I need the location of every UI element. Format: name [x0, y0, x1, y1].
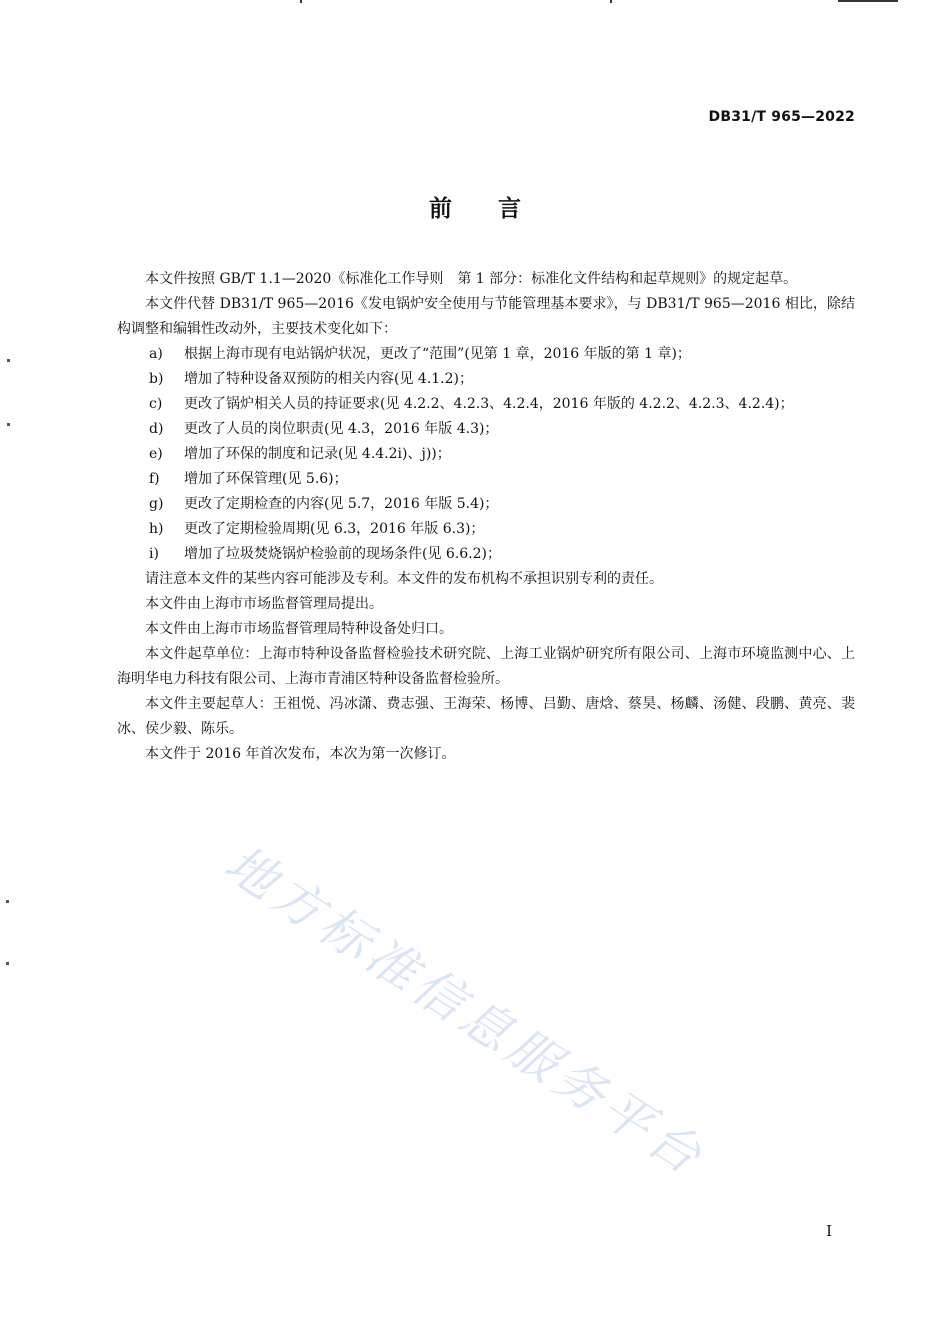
page-title: 前言: [429, 195, 567, 222]
intro-paragraph: 本文件按照 GB/T 1.1—2020《标准化工作导则 第 1 部分：标准化文件结构和起草规则》的规定起草。: [145, 271, 798, 287]
drafters-paragraph: 本文件主要起草人：王祖悦、冯冰潇、费志强、王海荣、杨博、吕勤、唐焓、蔡昊、杨麟、汤健、段鹏、黄亮、裴冰、侯少毅、陈乐。: [117, 696, 855, 737]
list-item-text: 更改了锅炉相关人员的持证要求(见 4.2.2、4.2.3、4.2.4，2016 年版的 4.2.2、4.2.3、4.2.4)；: [184, 396, 794, 412]
list-marker: h): [149, 521, 164, 537]
scan-dot: [6, 900, 9, 903]
document-code: DB31/T 965—2022: [708, 109, 855, 125]
drafting-units-paragraph: 本文件起草单位：上海市特种设备监督检验技术研究院、上海工业锅炉研究所有限公司、上海市环境监测中心、上海明华电力科技有限公司、上海市青浦区特种设备监督检验所。: [117, 646, 855, 687]
list-item-text: 增加了环保管理(见 5.6)；: [184, 471, 348, 487]
list-item: [117, 542, 855, 567]
list-marker: a): [149, 346, 163, 362]
list-marker: g): [149, 496, 164, 512]
list-marker: b): [149, 371, 164, 387]
foreword-body: [117, 267, 855, 767]
list-item: [117, 517, 855, 542]
scan-dot: [7, 359, 10, 362]
list-item: [117, 417, 855, 442]
list-marker: c): [149, 396, 163, 412]
scan-mark: [300, 0, 302, 3]
list-item: [117, 367, 855, 392]
list-item: [117, 467, 855, 492]
list-item: [117, 342, 855, 367]
scan-dot: [6, 962, 9, 965]
list-item-text: 增加了环保的制度和记录(见 4.4.2i)、j))；: [184, 446, 451, 462]
list-item: [117, 392, 855, 417]
list-marker: i): [149, 546, 159, 562]
watermark: 地方标准信息服务平台: [214, 834, 716, 1188]
list-item-text: 更改了定期检查的内容(见 5.7，2016 年版 5.4)；: [184, 496, 499, 512]
changes-list: [117, 342, 855, 567]
scan-mark: [610, 0, 612, 3]
scan-dot: [7, 423, 10, 426]
list-item-text: 根据上海市现有电站锅炉状况，更改了“范围”(见第 1 章，2016 年版的第 1 章)；: [184, 346, 691, 362]
list-marker: f): [149, 471, 160, 487]
intro-paragraph: 本文件代替 DB31/T 965—2016《发电锅炉安全使用与节能管理基本要求》，与 DB31/T 965—2016 相比，除结构调整和编辑性改动外，主要技术变化如下：: [117, 296, 855, 337]
list-item: [117, 442, 855, 467]
list-item-text: 更改了定期检验周期(见 6.3，2016 年版 6.3)；: [184, 521, 485, 537]
list-marker: e): [149, 446, 163, 462]
administrator-paragraph: 本文件由上海市市场监督管理局特种设备处归口。: [145, 621, 453, 637]
scan-mark: [838, 0, 898, 2]
patent-notice: 请注意本文件的某些内容可能涉及专利。本文件的发布机构不承担识别专利的责任。: [145, 571, 663, 587]
page-number: I: [826, 1222, 832, 1240]
list-item-text: 更改了人员的岗位职责(见 4.3，2016 年版 4.3)；: [184, 421, 499, 437]
list-marker: d): [149, 421, 164, 437]
publication-history-paragraph: 本文件于 2016 年首次发布，本次为第一次修订。: [145, 746, 456, 762]
list-item-text: 增加了垃圾焚烧锅炉检验前的现场条件(见 6.6.2)；: [184, 546, 501, 562]
list-item-text: 增加了特种设备双预防的相关内容(见 4.1.2)；: [184, 371, 473, 387]
list-item: [117, 492, 855, 517]
proposer-paragraph: 本文件由上海市市场监督管理局提出。: [145, 596, 383, 612]
